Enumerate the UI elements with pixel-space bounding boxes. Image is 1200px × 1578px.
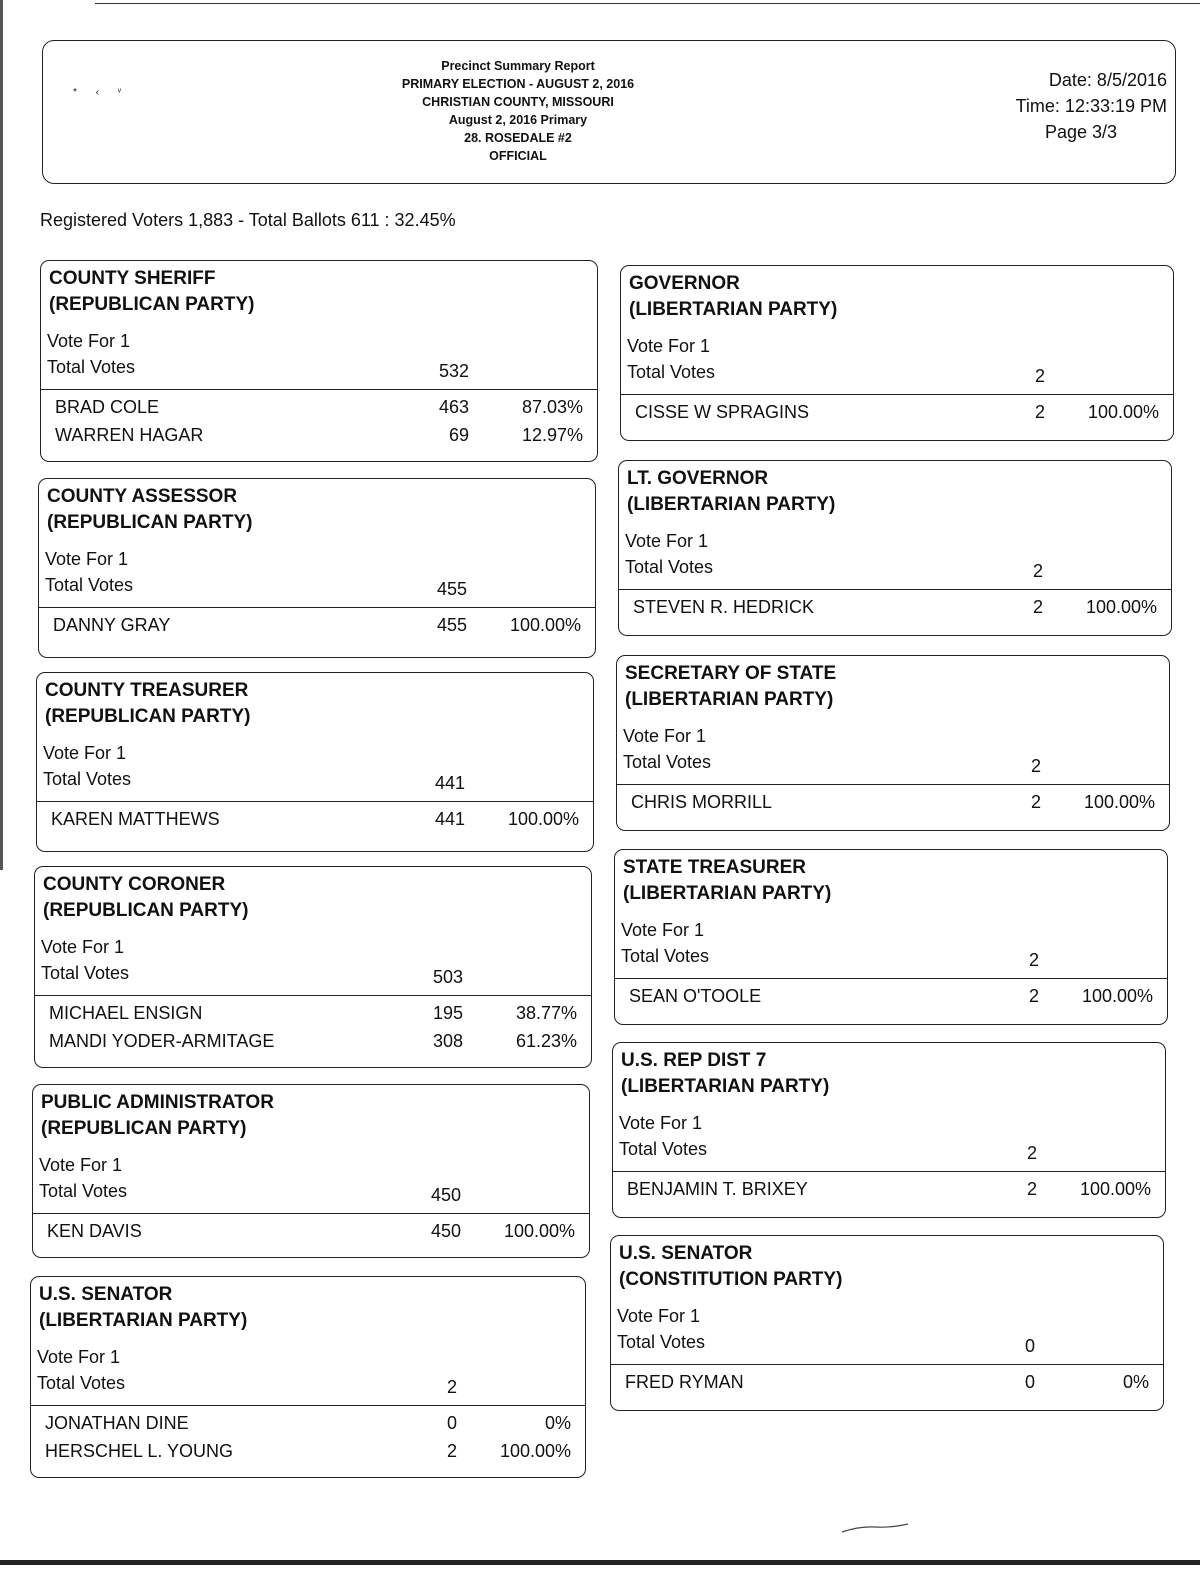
candidate-row: [611, 1372, 1163, 1400]
party-name: (REPUBLICAN PARTY): [41, 1118, 247, 1139]
office-name: U.S. REP DIST 7: [621, 1050, 767, 1071]
vote-for-label: Vote For 1: [41, 937, 125, 957]
contest-box: [40, 260, 598, 462]
total-votes-label: Total Votes: [45, 575, 134, 595]
candidate-votes: 455: [436, 615, 467, 635]
candidate-votes: 2: [1034, 402, 1045, 422]
candidate-votes: 2: [1030, 792, 1041, 812]
office-name: U.S. SENATOR: [619, 1243, 753, 1264]
party-name: (LIBERTARIAN PARTY): [621, 1076, 830, 1097]
contest-title: [619, 1241, 842, 1293]
candidate-percent: 100.00%: [1083, 792, 1155, 812]
report-date: Date: 8/5/2016: [1048, 70, 1167, 90]
candidate-votes: 2: [1026, 1179, 1037, 1199]
candidate-percent: 87.03%: [521, 397, 583, 417]
vote-for-label: Vote For 1: [627, 336, 711, 356]
turnout-summary: Registered Voters 1,883 - Total Ballots 611 : 32.45%: [40, 210, 456, 230]
candidate-percent: 12.97%: [521, 425, 583, 445]
candidate-votes: 69: [448, 425, 469, 445]
candidate-name: KAREN MATTHEWS: [51, 809, 220, 829]
party-name: (REPUBLICAN PARTY): [47, 512, 253, 533]
candidate-votes: 463: [438, 397, 469, 417]
total-votes-value: 2: [1032, 561, 1043, 581]
candidate-row: [39, 615, 595, 643]
party-name: (LIBERTARIAN PARTY): [39, 1310, 248, 1331]
contest-box: [34, 866, 592, 1068]
report-header: [42, 40, 1176, 184]
candidate-name: BRAD COLE: [55, 397, 160, 417]
contest-title: [625, 661, 836, 713]
contest-box: [32, 1084, 590, 1258]
candidate-name: MANDI YODER-ARMITAGE: [49, 1031, 275, 1051]
total-votes-value: 532: [438, 361, 469, 381]
candidate-percent: 38.77%: [515, 1003, 577, 1023]
candidate-name: KEN DAVIS: [47, 1221, 142, 1241]
candidate-name: SEAN O'TOOLE: [629, 986, 762, 1006]
candidate-votes: 441: [434, 809, 465, 829]
contest-box: [36, 672, 594, 852]
vote-for-label: Vote For 1: [39, 1155, 123, 1175]
total-votes-label: Total Votes: [47, 357, 136, 377]
party-name: (REPUBLICAN PARTY): [43, 900, 249, 921]
contest-title: [627, 466, 835, 518]
candidate-row: [33, 1221, 589, 1249]
candidate-name: FRED RYMAN: [625, 1372, 744, 1392]
total-votes-value: 2: [1034, 366, 1045, 386]
contest-title: [629, 271, 837, 323]
header-meta: [1016, 67, 1167, 145]
candidate-row: [37, 809, 593, 837]
total-votes-value: 455: [436, 579, 467, 599]
candidate-votes: 2: [1032, 597, 1043, 617]
party-name: (LIBERTARIAN PARTY): [623, 883, 832, 904]
office-name: PUBLIC ADMINISTRATOR: [41, 1092, 274, 1113]
bottom-rule: [0, 1560, 1200, 1565]
contest-title: [621, 1048, 829, 1100]
office-name: U.S. SENATOR: [39, 1284, 173, 1305]
total-votes-label: Total Votes: [627, 362, 716, 382]
total-votes-value: 450: [430, 1185, 461, 1205]
vote-for-label: Vote For 1: [617, 1306, 701, 1326]
contest-divider: [33, 1213, 589, 1214]
candidate-row: [35, 1003, 591, 1031]
contest-divider: [619, 589, 1171, 590]
scan-edge: [0, 0, 3, 870]
candidate-name: CISSE W SPRAGINS: [635, 402, 810, 422]
county-name: CHRISTIAN COUNTY, MISSOURI: [422, 95, 614, 109]
candidate-percent: 61.23%: [515, 1031, 577, 1051]
contest-box: [620, 265, 1174, 441]
candidate-row: [41, 397, 597, 425]
contest-title: [623, 855, 831, 907]
election-name: PRIMARY ELECTION - AUGUST 2, 2016: [401, 77, 635, 91]
total-votes-value: 2: [446, 1377, 457, 1397]
candidate-row: [31, 1413, 585, 1441]
candidate-name: CHRIS MORRILL: [631, 792, 773, 812]
candidate-votes: 195: [432, 1003, 463, 1023]
total-votes-label: Total Votes: [619, 1139, 708, 1159]
candidate-votes: 2: [1028, 986, 1039, 1006]
candidate-row: [619, 597, 1171, 625]
contest-divider: [31, 1405, 585, 1406]
contest-divider: [611, 1364, 1163, 1365]
vote-for-label: Vote For 1: [37, 1347, 121, 1367]
scan-marks: * ‹ ᵛ: [73, 87, 129, 98]
vote-for-label: Vote For 1: [621, 920, 705, 940]
total-votes-label: Total Votes: [617, 1332, 706, 1352]
candidate-percent: 100.00%: [509, 615, 581, 635]
total-votes-label: Total Votes: [39, 1181, 128, 1201]
candidate-row: [35, 1031, 591, 1059]
contest-divider: [615, 978, 1167, 979]
candidate-votes: 2: [446, 1441, 457, 1461]
contest-title: [41, 1090, 274, 1142]
page-number: Page 3/3: [1044, 122, 1117, 142]
candidate-name: DANNY GRAY: [53, 615, 171, 635]
candidate-votes: 308: [432, 1031, 463, 1051]
vote-for-label: Vote For 1: [43, 743, 127, 763]
party-name: (CONSTITUTION PARTY): [619, 1269, 843, 1290]
office-name: LT. GOVERNOR: [627, 468, 769, 489]
total-votes-label: Total Votes: [625, 557, 714, 577]
contest-title: [43, 872, 248, 924]
total-votes-label: Total Votes: [621, 946, 710, 966]
total-votes-label: Total Votes: [623, 752, 712, 772]
candidate-votes: 0: [1024, 1372, 1035, 1392]
contest-divider: [35, 995, 591, 996]
vote-for-label: Vote For 1: [47, 331, 131, 351]
total-votes-value: 503: [432, 967, 463, 987]
total-votes-label: Total Votes: [37, 1373, 126, 1393]
contest-divider: [41, 389, 597, 390]
candidate-percent: 100.00%: [507, 809, 579, 829]
contest-title: [45, 678, 250, 730]
official-label: OFFICIAL: [489, 149, 547, 163]
report-time: Time: 12:33:19 PM: [1015, 96, 1167, 116]
contest-title: [39, 1282, 247, 1334]
candidate-percent: 100.00%: [1081, 986, 1153, 1006]
contest-divider: [617, 784, 1169, 785]
report-title: Precinct Summary Report: [441, 59, 595, 73]
candidate-percent: 0%: [1122, 1372, 1149, 1392]
contest-box: [612, 1042, 1166, 1218]
party-name: (LIBERTARIAN PARTY): [627, 494, 836, 515]
precinct-name: 28. ROSEDALE #2: [464, 131, 572, 145]
contest-divider: [39, 607, 595, 608]
candidate-percent: 100.00%: [499, 1441, 571, 1461]
total-votes-value: 2: [1028, 950, 1039, 970]
office-name: COUNTY ASSESSOR: [47, 486, 238, 507]
candidate-name: MICHAEL ENSIGN: [49, 1003, 203, 1023]
contest-divider: [37, 801, 593, 802]
party-name: (REPUBLICAN PARTY): [45, 706, 251, 727]
office-name: SECRETARY OF STATE: [625, 663, 837, 684]
candidate-name: BENJAMIN T. BRIXEY: [627, 1179, 808, 1199]
candidate-row: [617, 792, 1169, 820]
party-name: (LIBERTARIAN PARTY): [629, 299, 838, 320]
office-name: GOVERNOR: [629, 273, 740, 294]
total-votes-label: Total Votes: [41, 963, 130, 983]
total-votes-value: 2: [1030, 756, 1041, 776]
office-name: COUNTY TREASURER: [45, 680, 249, 701]
total-votes-value: 2: [1026, 1143, 1037, 1163]
candidate-percent: 100.00%: [1087, 402, 1159, 422]
total-votes-value: 0: [1024, 1336, 1035, 1356]
candidate-name: HERSCHEL L. YOUNG: [45, 1441, 234, 1461]
candidate-row: [41, 425, 597, 453]
pen-mark: [840, 1522, 910, 1534]
contest-box: [610, 1235, 1164, 1411]
candidate-row: [615, 986, 1167, 1014]
candidate-row: [613, 1179, 1165, 1207]
office-name: STATE TREASURER: [623, 857, 806, 878]
contest-box: [616, 655, 1170, 831]
vote-for-label: Vote For 1: [619, 1113, 703, 1133]
candidate-votes: 0: [446, 1413, 457, 1433]
candidate-row: [621, 402, 1173, 430]
contest-box: [38, 478, 596, 658]
candidate-name: WARREN HAGAR: [55, 425, 204, 445]
total-votes-label: Total Votes: [43, 769, 132, 789]
candidate-percent: 100.00%: [1085, 597, 1157, 617]
candidate-percent: 100.00%: [1079, 1179, 1151, 1199]
vote-for-label: Vote For 1: [45, 549, 129, 569]
candidate-votes: 450: [430, 1221, 461, 1241]
vote-for-label: Vote For 1: [623, 726, 707, 746]
party-name: (REPUBLICAN PARTY): [49, 294, 255, 315]
candidate-name: STEVEN R. HEDRICK: [633, 597, 815, 617]
contest-title: [49, 266, 254, 318]
contest-box: [30, 1276, 586, 1478]
header-center: [343, 57, 693, 165]
contest-box: [614, 849, 1168, 1025]
contest-box: [618, 460, 1172, 636]
contest-title: [47, 484, 252, 536]
candidate-percent: 100.00%: [503, 1221, 575, 1241]
contest-divider: [613, 1171, 1165, 1172]
party-name: (LIBERTARIAN PARTY): [625, 689, 834, 710]
contest-divider: [621, 394, 1173, 395]
top-rule: [95, 3, 1200, 4]
election-date: August 2, 2016 Primary: [448, 113, 588, 127]
total-votes-value: 441: [434, 773, 465, 793]
candidate-percent: 0%: [544, 1413, 571, 1433]
candidate-row: [31, 1441, 585, 1469]
office-name: COUNTY SHERIFF: [49, 268, 216, 289]
candidate-name: JONATHAN DINE: [45, 1413, 189, 1433]
office-name: COUNTY CORONER: [43, 874, 226, 895]
vote-for-label: Vote For 1: [625, 531, 709, 551]
